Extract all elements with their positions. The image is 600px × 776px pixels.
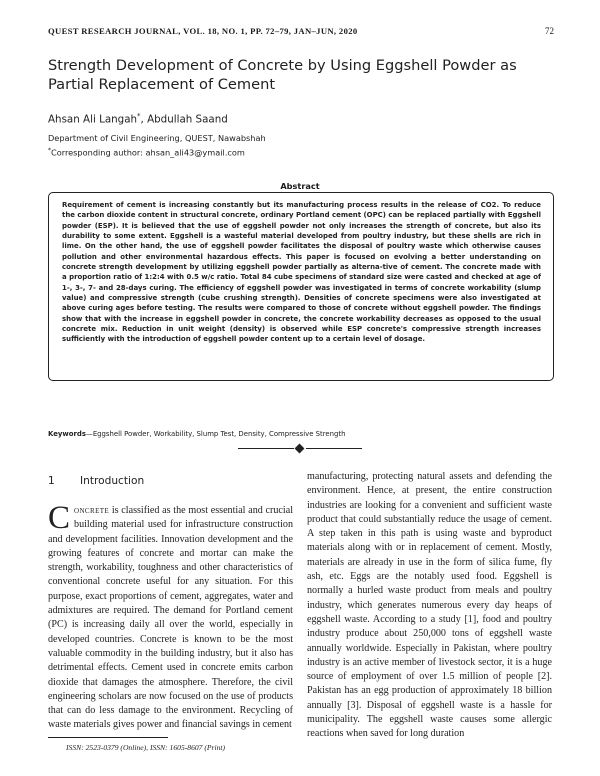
section-divider-left (238, 448, 294, 449)
smallcaps-lead: oncrete (74, 505, 110, 516)
affiliation: Department of Civil Engineering, QUEST, Nawabshah (48, 133, 266, 143)
body-text-right: manufacturing, protecting natural assets and defending the environment. Hence, at present, the entire construction industries are looking for a convenient and sufficient waste product that could substantially reduce the usage of cement. A step taken in this path is using waste and byproduct materials along with or in replacement of cement. Mostly, materials are already in use in the form of silica fume, fly ash, etc. Eggs are the notably used food. Eggshell is normally a hurled waste product from meals and poultry industry, which generates numerous every day heaps of eggshell waste. According to a study [1], food and poultry industry produce about 250,000 tons of eggshell waste annually worldwide. Especially in Pakistan, where poultry industry is an active member of livestock sector, it is a huge source of employment of over 1.5 million of people [2]. Pakistan has an egg production of approximately 18 billion annually [3]. Disposal of eggshell waste is a hassle for municipality. The eggshell waste causes some allergic reactions when saved for long duration (307, 471, 552, 740)
drop-cap: C (48, 500, 71, 536)
keywords-label: Keywords (48, 430, 86, 438)
keywords-dash: — (85, 430, 93, 438)
co-author-name: , Abdullah Saand (140, 113, 228, 126)
author-list (48, 112, 228, 125)
body-column-left (48, 500, 293, 733)
keywords-list: Eggshell Powder, Workability, Slump Test, Density, Compressive Strength (92, 430, 346, 438)
corresponding-email: Corresponding author: ahsan_ali43@ymail.com (51, 147, 245, 158)
abstract-box (48, 192, 554, 381)
corresponding-note-marker: * (48, 146, 51, 154)
footer-issn: ISSN: 2523-0379 (Online), ISSN: 1605-8607 (Print) (66, 743, 226, 752)
section-number: 1 (48, 475, 55, 487)
paper-title: Strength Development of Concrete by Using Eggshell Powder as Partial Replacement of Cement (48, 57, 517, 93)
section-title: Introduction (80, 475, 145, 487)
body-column-right (307, 470, 552, 742)
abstract-heading: Abstract (280, 181, 320, 191)
corresponding-author (48, 145, 266, 159)
diamond-ornament-icon (295, 444, 305, 454)
section-heading (48, 475, 144, 487)
section-divider-right (306, 448, 362, 449)
author-name: Ahsan Ali Langah (48, 113, 138, 126)
affiliation-block (48, 133, 266, 159)
keywords (48, 430, 345, 438)
corresponding-marker: * (137, 112, 141, 120)
body-text-left: is classified as the most essential and crucial building material used for infrastructure construction and development facilities. Innovation development and the growing features of concrete and mortar can make the strength, workability, toughness and other characteristics of conventional concrete useful for any situation. For this purpose, exact proportions of cement, aggregates, water and admixtures are required. The demand for Portland cement (PC) is increasing daily all over the world, especially in developed countries. Concrete is known to be the most valuable commodity in the building industry, but it also has detrimental effects. Cement used in concrete emits carbon dioxide that damages the atmosphere. Therefore, the civil engineering scholars are now focused on the use of products that can do less damage to the environment. Recycling of waste materials gives power and financial savings in cement (48, 505, 293, 731)
journal-header: QUEST RESEARCH JOURNAL, VOL. 18, NO. 1, PP. 72–79, JAN–JUN, 2020 (48, 26, 358, 36)
footer-rule (48, 737, 168, 738)
abstract-text: Requirement of cement is increasing constantly but its manufacturing process results in the release of CO2. To reduce the carbon dioxide content in structural concrete, ordinary Portland cement (OPC) can be replaced partially with Eggshell powder (ESP). It is believed that the use of eggshell powder not only increases the strength of concrete, but also its durability to some extent. Eggshell is a wasteful material developed from poultry industry, but these shells are rich in lime. On the other hand, the use of eggshell powder facilitates the disposal of poultry waste which otherwise causes pollution and other environmental hazardous effects. This paper is focused on evolving a better understanding on concrete strength development by utilizing eggshell powder partially as alterna-tive of cement. The concrete made with a proportion ratio of 1:2:4 with 0.5 w/c ratio. Total 84 cube specimens of standard size were casted and checked at age of 1-, 3-, 7- and 28-days curing. The efficiency of eggshell powder was investigated in terms of concrete workability (slump value) and compressive strength (cube crushing strength). Densities of concrete specimens were also investigated at above curing ages before testing. The results were compared to those of concrete without eggshell powder. The findings show that with the increase in eggshell powder in concrete, the concrete workability decreases as opposed to the usual concrete mix. Reduction in unit weight (density) is observed while ESP concrete's compressive strength increases sufficiently with the introduction of eggshell powder content up to a certain level of dosage. (62, 201, 541, 344)
page-number: 72 (545, 26, 554, 36)
